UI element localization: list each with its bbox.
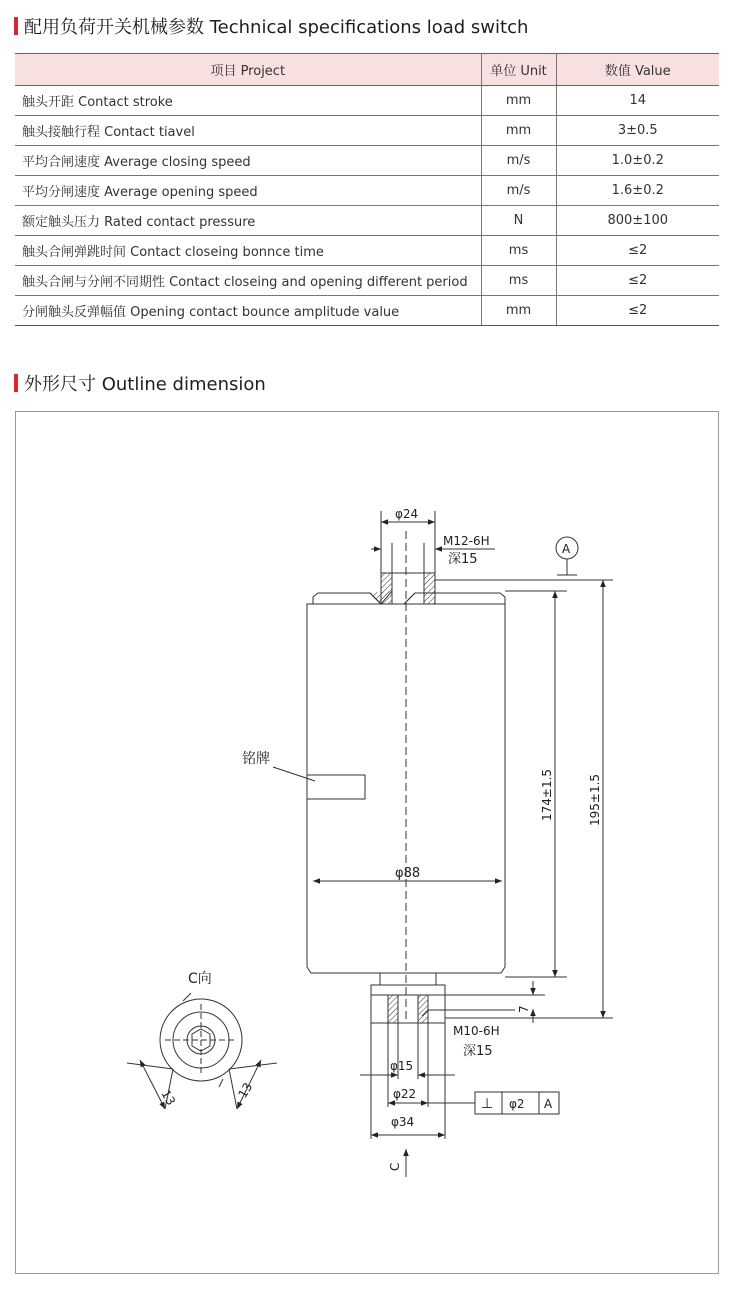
cell-value: 800±100 bbox=[556, 206, 719, 236]
cell-unit: mm bbox=[481, 116, 556, 146]
label-height-inner: 174±1.5 bbox=[540, 768, 554, 821]
header-unit: 单位 Unit bbox=[481, 54, 556, 86]
cell-unit: N bbox=[481, 206, 556, 236]
table-row bbox=[15, 176, 719, 206]
cell-value: 3±0.5 bbox=[556, 116, 719, 146]
cell-project: 平均合闸速度 Average closing speed bbox=[15, 146, 481, 176]
label-top-diameter: φ24 bbox=[395, 507, 419, 521]
title-accent-bar bbox=[14, 17, 18, 35]
cell-value: ≤2 bbox=[556, 236, 719, 266]
outline-section-title bbox=[14, 370, 266, 396]
label-height-outer: 195±1.5 bbox=[588, 773, 602, 826]
label-body-diameter: φ88 bbox=[395, 866, 421, 881]
cell-project: 分闸触头反弹幅值 Opening contact bounce amplitude value bbox=[15, 296, 481, 326]
dim-heights bbox=[435, 580, 613, 1023]
label-top-depth: 深15 bbox=[448, 552, 478, 567]
label-top-thread: M12-6H bbox=[443, 534, 490, 548]
spec-title-text: 配用负荷开关机械参数 Technical specifications load switch bbox=[24, 17, 529, 38]
cell-value: 1.6±0.2 bbox=[556, 176, 719, 206]
header-value: 数值 Value bbox=[556, 54, 719, 86]
table-row bbox=[15, 236, 719, 266]
cell-project: 额定触头压力 Rated contact pressure bbox=[15, 206, 481, 236]
label-view-c: C向 bbox=[188, 971, 212, 987]
nameplate-leader bbox=[273, 767, 315, 781]
tolerance-datum: A bbox=[544, 1097, 553, 1111]
cell-unit: m/s bbox=[481, 146, 556, 176]
label-bottom-step: 7 bbox=[517, 1005, 531, 1013]
label-bottom-thread: M10-6H bbox=[453, 1024, 500, 1038]
outline-title-text: 外形尺寸 Outline dimension bbox=[24, 374, 266, 395]
datum-a-label: A bbox=[562, 542, 571, 556]
tolerance-symbol: ⊥ bbox=[481, 1096, 494, 1112]
label-nameplate: 铭牌 bbox=[242, 751, 270, 767]
label-bottom-depth: 深15 bbox=[463, 1044, 493, 1059]
cell-unit: mm bbox=[481, 296, 556, 326]
tolerance-value: φ2 bbox=[509, 1097, 525, 1111]
label-dia-22: φ22 bbox=[393, 1087, 417, 1101]
label-view-arrow: C bbox=[388, 1162, 402, 1171]
cell-value: ≤2 bbox=[556, 296, 719, 326]
label-view-dim-left: 13 bbox=[158, 1087, 179, 1108]
table-row bbox=[15, 86, 719, 116]
cell-project: 触头开距 Contact stroke bbox=[15, 86, 481, 116]
table-row bbox=[15, 116, 719, 146]
cell-unit: mm bbox=[481, 86, 556, 116]
title-accent-bar bbox=[14, 374, 18, 392]
header-project: 项目 Project bbox=[15, 54, 481, 86]
label-dia-15: φ15 bbox=[390, 1059, 414, 1073]
cell-unit: ms bbox=[481, 236, 556, 266]
table-row bbox=[15, 296, 719, 326]
table-row bbox=[15, 266, 719, 296]
cell-unit: m/s bbox=[481, 176, 556, 206]
outline-drawing bbox=[15, 411, 719, 1274]
cell-project: 平均分闸速度 Average opening speed bbox=[15, 176, 481, 206]
end-view-drawing bbox=[127, 993, 277, 1109]
table-row bbox=[15, 206, 719, 236]
spec-table bbox=[15, 53, 719, 326]
cell-project: 触头合闸与分闸不同期性 Contact closeing and opening different period bbox=[15, 266, 481, 296]
cell-value: 14 bbox=[556, 86, 719, 116]
cell-project: 触头合闸弹跳时间 Contact closeing bonnce time bbox=[15, 236, 481, 266]
spec-section-title bbox=[14, 13, 528, 39]
spec-table-header bbox=[15, 54, 719, 86]
cell-unit: ms bbox=[481, 266, 556, 296]
table-row bbox=[15, 146, 719, 176]
cell-value: 1.0±0.2 bbox=[556, 146, 719, 176]
label-dia-34: φ34 bbox=[391, 1115, 415, 1129]
cell-project: 触头接触行程 Contact tiavel bbox=[15, 116, 481, 146]
cell-value: ≤2 bbox=[556, 266, 719, 296]
label-view-dim-right: 13 bbox=[235, 1080, 256, 1101]
